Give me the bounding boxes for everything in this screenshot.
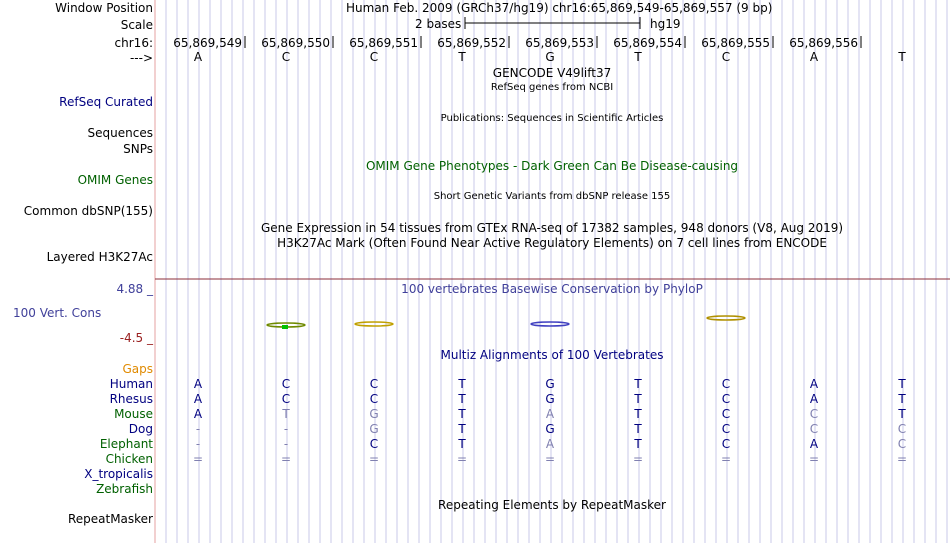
alignment-base: - (195, 437, 201, 451)
ruler-position: 65,869,553 (525, 36, 594, 50)
alignment-base: C (721, 377, 731, 391)
alignment-base: T (634, 437, 642, 451)
species-label[interactable]: Elephant (99, 437, 153, 451)
alignment-base: A (193, 377, 203, 391)
alignment-base: T (634, 422, 642, 436)
alignment-base: = (808, 452, 820, 466)
alignment-base: - (195, 422, 201, 436)
ruler-base: T (898, 50, 906, 64)
alignment-base: C (281, 392, 291, 406)
repeatmasker-label[interactable]: RepeatMasker (67, 512, 153, 526)
alignment-base: G (545, 377, 555, 391)
alignment-base: A (809, 392, 819, 406)
species-label[interactable]: Chicken (105, 452, 153, 466)
alignment-base: = (368, 452, 380, 466)
ruler-base: T (634, 50, 642, 64)
ruler-position: 65,869,550 (261, 36, 330, 50)
alignment-base: T (458, 392, 466, 406)
alignment-base: = (632, 452, 644, 466)
species-label[interactable]: Rhesus (109, 392, 153, 406)
ruler-base: A (193, 50, 203, 64)
ruler-base: G (545, 50, 555, 64)
alignment-base: A (545, 407, 555, 421)
ruler-base: C (721, 50, 731, 64)
alignment-base: T (898, 392, 906, 406)
cons-min-value: -4.5 _ (119, 331, 153, 345)
window-position-label: Window Position (55, 1, 153, 15)
vert-cons-label[interactable]: 100 Vert. Cons (13, 306, 102, 320)
alignment-base: T (898, 407, 906, 421)
multiz-track-title[interactable]: Multiz Alignments of 100 Vertebrates (440, 348, 664, 362)
alignment-base: = (544, 452, 556, 466)
alignment-base: T (458, 437, 466, 451)
strand-label: ---> (129, 51, 153, 65)
alignment-base: T (458, 407, 466, 421)
alignment-base: T (634, 407, 642, 421)
conservation-block (531, 322, 569, 326)
alignment-base: = (192, 452, 204, 466)
conservation-peak (282, 325, 288, 329)
alignment-base: C (809, 422, 819, 436)
dbsnp-track-title[interactable]: Short Genetic Variants from dbSNP release 155 (433, 191, 671, 202)
gtex-track-title[interactable]: Gene Expression in 54 tissues from GTEx RNA-seq of 17382 samples, 948 donors (V8, Aug 2019) (260, 221, 844, 235)
alignment-base: = (896, 452, 908, 466)
refseq-track-subtitle[interactable]: RefSeq genes from NCBI (490, 82, 614, 93)
chrom-label: chr16: (114, 36, 153, 50)
ruler-base: T (458, 50, 466, 64)
alignment-base: T (634, 377, 642, 391)
alignment-base: G (545, 422, 555, 436)
alignment-base: C (369, 437, 379, 451)
alignment-base: T (458, 422, 466, 436)
ruler-base: C (281, 50, 291, 64)
repeatmasker-track-title[interactable]: Repeating Elements by RepeatMasker (438, 498, 666, 512)
species-label[interactable]: Dog (128, 422, 153, 436)
scale-assembly: hg19 (650, 17, 681, 31)
alignment-base: - (283, 422, 289, 436)
alignment-base: G (545, 392, 555, 406)
omim-track-title[interactable]: OMIM Gene Phenotypes - Dark Green Can Be Disease-causing (365, 159, 739, 173)
species-label[interactable]: X_tropicalis (84, 467, 153, 481)
alignment-base: = (456, 452, 468, 466)
h3k27ac-track-title[interactable]: H3K27Ac Mark (Often Found Near Active Regulatory Elements) on 7 cell lines from ENCODE (277, 236, 827, 250)
alignment-base: T (898, 377, 906, 391)
alignment-base: C (369, 392, 379, 406)
cons-max-value: 4.88 _ (116, 282, 153, 296)
alignment-base: - (283, 437, 289, 451)
alignment-base: C (809, 407, 819, 421)
sequences-label[interactable]: Sequences (87, 126, 153, 140)
alignment-base: A (193, 407, 203, 421)
conservation-track-title[interactable]: 100 vertebrates Basewise Conservation by PhyloP (401, 282, 703, 296)
species-label[interactable]: Human (109, 377, 153, 391)
conservation-block (707, 316, 745, 320)
alignment-base: A (193, 392, 203, 406)
conservation-block (355, 322, 393, 326)
alignment-base: = (720, 452, 732, 466)
layered-h3k27ac-label[interactable]: Layered H3K27Ac (46, 250, 153, 264)
ruler-base: A (809, 50, 819, 64)
scale-text: 2 bases (415, 17, 462, 31)
alignment-base: A (545, 437, 555, 451)
scale-label: Scale (120, 18, 153, 32)
species-label[interactable]: Zebrafish (96, 482, 153, 496)
alignment-base: C (281, 377, 291, 391)
alignment-base: C (369, 377, 379, 391)
alignment-base: T (634, 392, 642, 406)
gaps-label[interactable]: Gaps (122, 362, 153, 376)
omim-genes-label[interactable]: OMIM Genes (77, 173, 153, 187)
ruler-position: 65,869,556 (789, 36, 858, 50)
ruler-position: 65,869,551 (349, 36, 418, 50)
ruler-position: 65,869,554 (613, 36, 682, 50)
ruler-position: 65,869,555 (701, 36, 770, 50)
alignment-base: T (282, 407, 290, 421)
alignment-base: G (369, 422, 379, 436)
snps-label[interactable]: SNPs (123, 142, 153, 156)
alignment-base: C (721, 437, 731, 451)
alignment-base: C (721, 422, 731, 436)
alignment-base: C (897, 422, 907, 436)
ruler-position: 65,869,552 (437, 36, 506, 50)
ruler-base: C (369, 50, 379, 64)
common-dbsnp-label[interactable]: Common dbSNP(155) (23, 204, 153, 218)
alignment-base: = (280, 452, 292, 466)
alignment-base: T (458, 377, 466, 391)
alignment-base: A (809, 377, 819, 391)
publications-track-title[interactable]: Publications: Sequences in Scientific Articles (440, 113, 664, 124)
refseq-curated-label[interactable]: RefSeq Curated (59, 95, 153, 109)
gencode-track-title[interactable]: GENCODE V49lift37 (492, 66, 612, 80)
alignment-base: C (897, 437, 907, 451)
alignment-base: G (369, 407, 379, 421)
alignment-base: C (721, 407, 731, 421)
species-label[interactable]: Mouse (114, 407, 153, 421)
window-position-value[interactable]: Human Feb. 2009 (GRCh37/hg19) chr16:65,869,549-65,869,557 (9 bp) (346, 1, 773, 15)
alignment-base: A (809, 437, 819, 451)
ruler-position: 65,869,549 (173, 36, 242, 50)
alignment-base: C (721, 392, 731, 406)
